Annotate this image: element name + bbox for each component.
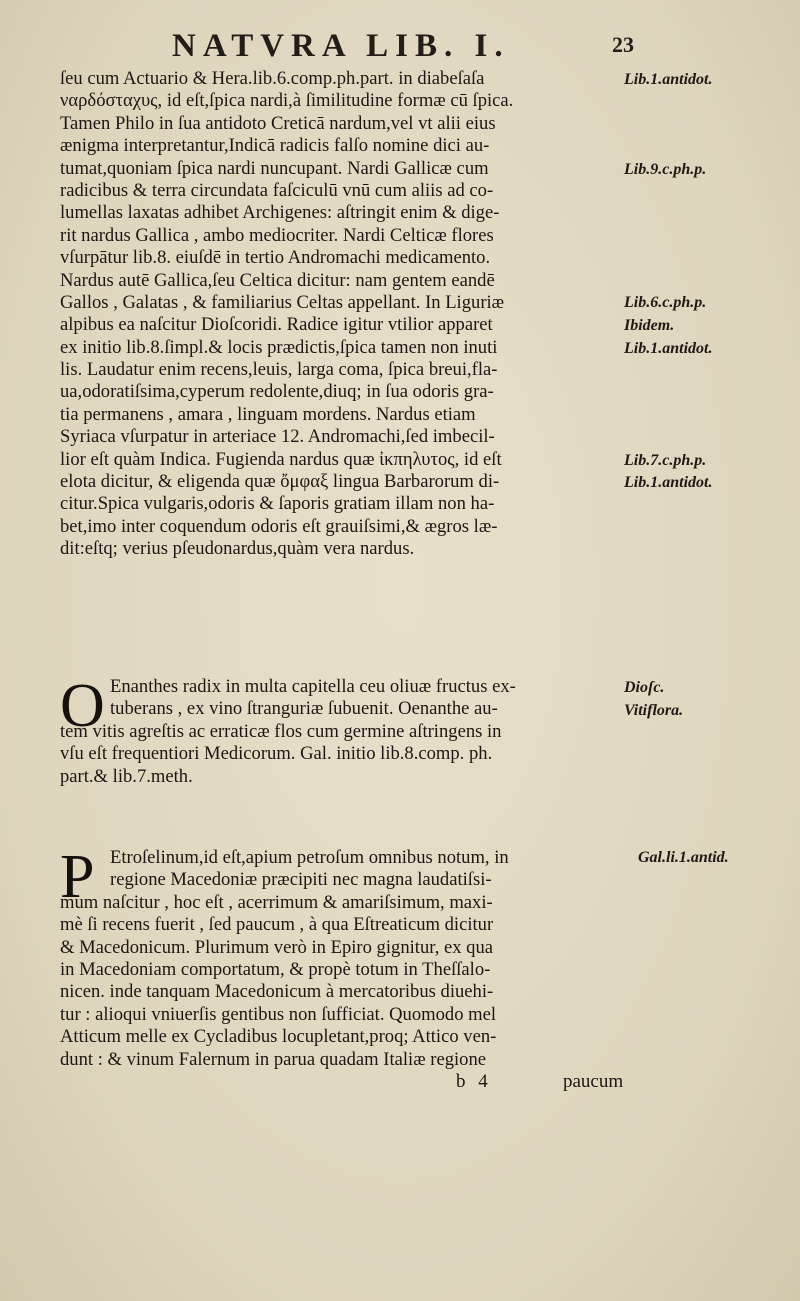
margin-note: Lib.1.antidot.: [624, 474, 713, 491]
text-line: alpibus ea naſcitur Dioſcoridi. Radice igitur vtilior apparet: [60, 314, 493, 336]
text-line: ex initio lib.8.ſimpl.& locis prædictis,ſpica tamen non inuti: [60, 336, 498, 358]
text-line: tur : alioqui vniuerſis gentibus non ſufficiat. Quomodo mel: [60, 1003, 497, 1025]
petroselinum-paragraph: [60, 843, 620, 1071]
text-line: ænigma interpretantur,Indicā radicis falſo nomine dici au-: [60, 135, 490, 157]
margin-note: Dioſc.: [624, 679, 665, 696]
margin-note: Lib.1.antidot.: [624, 71, 713, 88]
drop-cap: O: [60, 672, 105, 740]
signature-mark: b 4: [456, 1071, 492, 1092]
catchword: paucum: [563, 1071, 624, 1092]
text-line: tem vitis agreſtis ac erraticæ flos cum germine aſtringens in: [60, 720, 502, 742]
text-line: tuberans , ex vino ſtranguriæ ſubuenit. Oenanthe au-: [110, 698, 498, 720]
text-line: vſu eſt frequentiori Medicorum. Gal. initio lib.8.comp. ph.: [60, 743, 493, 765]
text-line: Gallos , Galatas , & familiarius Celtas appellant. In Liguriæ: [60, 291, 505, 313]
text-line: part.& lib.7.meth.: [60, 765, 193, 787]
text-line: Tamen Philo in ſua antidoto Creticā nardum,vel vt alii eius: [60, 112, 496, 134]
text-line: ua,odoratiſsima,cyperum redolente,diuq; in ſua odoris gra-: [60, 381, 494, 403]
drop-cap: P: [60, 843, 95, 911]
text-line: lis. Laudatur enim recens,leuis, larga coma, ſpica breui,fla-: [60, 359, 498, 381]
text-line: dit:eſtq; verius pſeudonardus,quàm vera nardus.: [60, 538, 415, 560]
text-line: radicibus & terra circundata faſciculū vnū cum aliis ad co-: [60, 179, 494, 201]
margin-note: Lib.9.c.ph.p.: [624, 161, 707, 178]
nardus-paragraph: [60, 68, 620, 561]
text-line: lior eſt quàm Indica. Fugienda nardus quæ ἰκπηλυτος, id eſt: [60, 448, 502, 470]
margin-note: Lib.6.c.ph.p.: [624, 294, 707, 311]
text-line: & Macedonicum. Plurimum verò in Epiro gignitur, ex qua: [60, 936, 494, 958]
text-line: citur.Spica vulgaris,odoris & ſaporis gratiam illam non ha-: [60, 493, 495, 515]
text-line: Etroſelinum,id eſt,apium petroſum omnibus notum, in: [110, 847, 509, 868]
text-line: tia permanens , amara , linguam mordens. Nardus etiam: [60, 403, 476, 425]
text-line: ναρδόσταχυς, id eſt,ſpica nardi,à ſimilitudine formæ cū ſpica.: [60, 90, 514, 112]
text-line: nicen. inde tanquam Macedonicum à mercatoribus diuehi-: [60, 981, 494, 1003]
margin-note: Ibidem.: [624, 317, 675, 334]
margin-note: Lib.7.c.ph.p.: [624, 452, 707, 469]
text-line: rit nardus Gallica , ambo mediocriter. Nardi Celticæ flores: [60, 224, 494, 246]
page-number: 23: [612, 32, 634, 57]
text-line: vſurpātur lib.8. eiuſdē in tertio Andromachi medicamento.: [60, 247, 491, 269]
text-line: mum naſcitur , hoc eſt , acerrimum & amariſsimum, maxi-: [60, 891, 493, 913]
text-line: dunt : & vinum Falernum in parua quadam Italiæ regione: [60, 1048, 487, 1070]
text-line: Nardus autē Gallica,ſeu Celtica dicitur: nam gentem eandē: [60, 269, 495, 291]
text-line: lumellas laxatas adhibet Archigenes: aſtringit enim & dige-: [60, 202, 500, 224]
text-line: mè ſi recens fuerit , ſed paucum , à qua Eſtreaticum dicitur: [60, 914, 494, 936]
text-line: Enanthes radix in multa capitella ceu oliuæ fructus ex-: [110, 676, 516, 697]
running-head: NATVRA LIB. I.: [172, 28, 510, 64]
text-line: tumat,quoniam ſpica nardi nuncupant. Nardi Gallicæ cum: [60, 157, 489, 179]
text-line: elota dicitur, & eligenda quæ ὄμφαξ lingua Barbarorum di-: [60, 471, 500, 493]
text-line: Atticum melle ex Cycladibus locupletant,proq; Attico ven-: [60, 1026, 497, 1048]
margin-note: Lib.1.antidot.: [624, 340, 713, 357]
margin-note: Gal.li.1.antid.: [638, 849, 729, 866]
oenanthe-paragraph: [60, 672, 620, 788]
text-line: Syriaca vſurpatur in arteriace 12. Andromachi,ſed imbecil-: [60, 426, 495, 448]
margin-note: Vitiflora.: [624, 702, 684, 719]
text-line: ſeu cum Actuario & Hera.lib.6.comp.ph.part. in diabeſaſa: [60, 68, 485, 89]
text-line: bet,imo inter coquendum odoris eſt grauiſsimi,& ægros læ-: [60, 515, 498, 537]
text-line: regione Macedoniæ præcipiti nec magna laudatiſsi-: [110, 869, 492, 891]
text-line: in Macedoniam comportatum, & propè totum in Theſſalo-: [60, 958, 491, 980]
